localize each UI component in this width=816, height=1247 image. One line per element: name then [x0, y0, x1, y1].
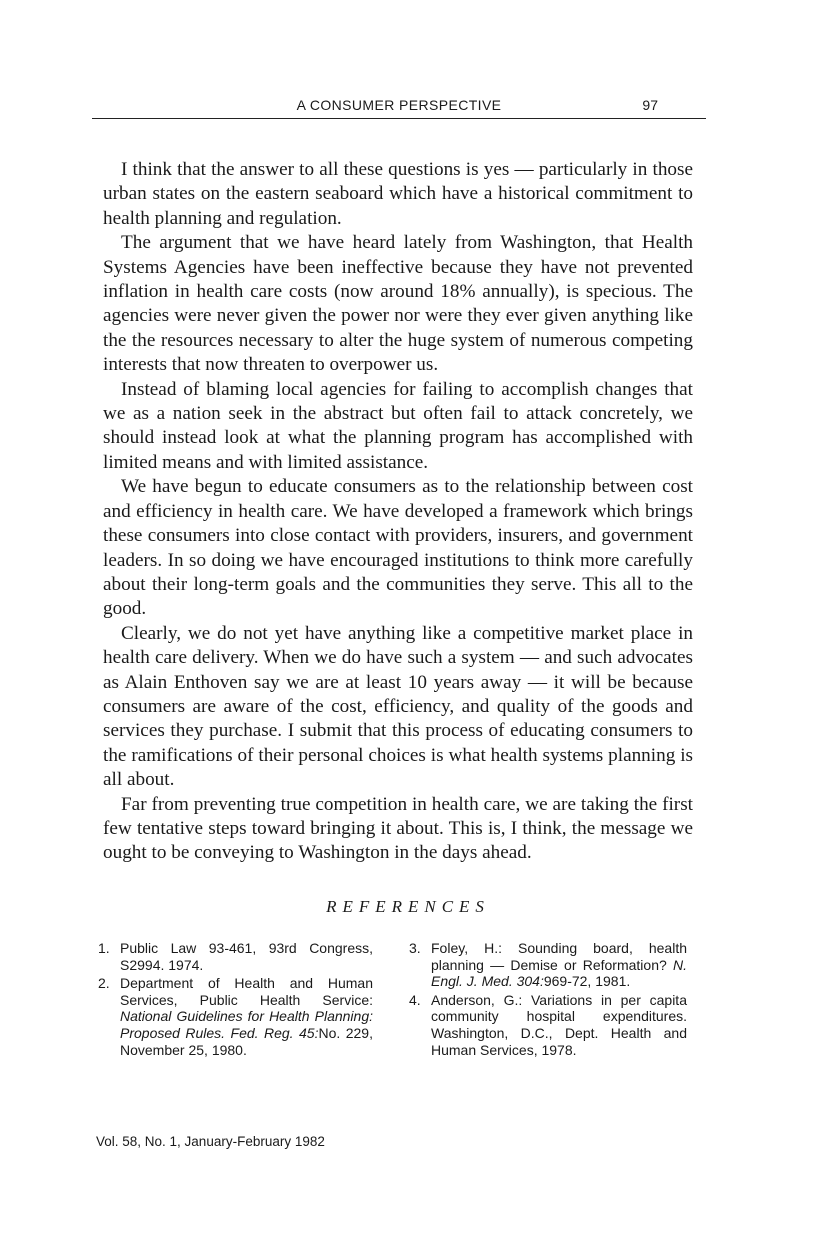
reference-text: Public Law 93-461, 93rd Congress, S2994. 1974. [120, 940, 373, 973]
reference-number: 2. [98, 975, 110, 992]
reference-text: Anderson, G.: Variations in per capita community hospital expenditures. Washington, D.C., Dept. Health and Human Services, 1978. [431, 991, 687, 1058]
reference-text: Department of Health and Human Services, Public Health Service: [120, 975, 373, 1008]
paragraph: The argument that we have heard lately from Washington, that Health Systems Agencies have been ineffective because they have not prevented inflation in health care costs (now around 18% annually), is specious. The agencies were never given the power nor were they ever given anything like the the resources necessary to alter the huge system of numerous competing interests that now threaten to overpower us. [103, 232, 693, 376]
paragraph: Far from preventing true competition in health care, we are taking the first few tentative steps toward bringing it about. This is, I think, the message we ought to be conveying to Washington in the days ahead. [103, 793, 693, 864]
paragraph: Instead of blaming local agencies for failing to accomplish changes that we as a nation seek in the abstract but often fail to attack concretely, we should instead look at what the planning program has accomplished with limited means and with limited assistance. [103, 378, 693, 473]
references-column-left [98, 940, 373, 1060]
reference-text: Foley, H.: Sounding board, health planning — Demise or Reformation? [431, 940, 687, 973]
paragraph: Clearly, we do not yet have anything like a competitive market place in health care delivery. When we do have such a system — and such advocates as Alain Enthoven say we are at least 10 years away — it will be because consumers are aware of the cost, efficiency, and quality of the goods and services they purchase. I submit that this process of educating consumers to the ramifications of their personal choices is what health systems planning is all about. [103, 622, 693, 791]
page-number: 97 [642, 97, 658, 113]
reference-item [409, 940, 687, 990]
footer-citation: Vol. 58, No. 1, January-February 1982 [96, 1134, 325, 1149]
running-head [92, 96, 706, 119]
reference-italic: N. Engl. J. Med. 304: [431, 956, 687, 990]
reference-number: 1. [98, 940, 110, 956]
reference-text: 969-72, 1981. [543, 973, 631, 990]
paragraph: We have begun to educate consumers as to the relationship between cost and efficiency in health care. We have developed a framework which brings these consumers into close contact with providers, insurers, and government leaders. In so doing we have encouraged institutions to think more carefully about their long-term goals and the communities they serve. This all to the good. [103, 476, 693, 620]
references-column-right [409, 940, 687, 1060]
reference-text: No. 229, November 25, 1980. [120, 1024, 373, 1058]
reference-number: 3. [409, 940, 421, 956]
reference-item [98, 940, 373, 973]
reference-item [98, 975, 373, 1058]
paragraph: I think that the answer to all these questions is yes — particularly in those urban states on the eastern seaboard which have a historical commitment to health planning and regulation. [103, 159, 693, 229]
reference-italic: National Guidelines for Health Planning: Proposed Rules. Fed. Reg. 45: [120, 1008, 373, 1041]
reference-number: 4. [409, 991, 421, 1008]
reference-item [409, 992, 687, 1058]
references-heading: REFERENCES [326, 897, 490, 916]
running-title: A CONSUMER PERSPECTIVE [296, 97, 502, 113]
article-body [103, 158, 693, 866]
